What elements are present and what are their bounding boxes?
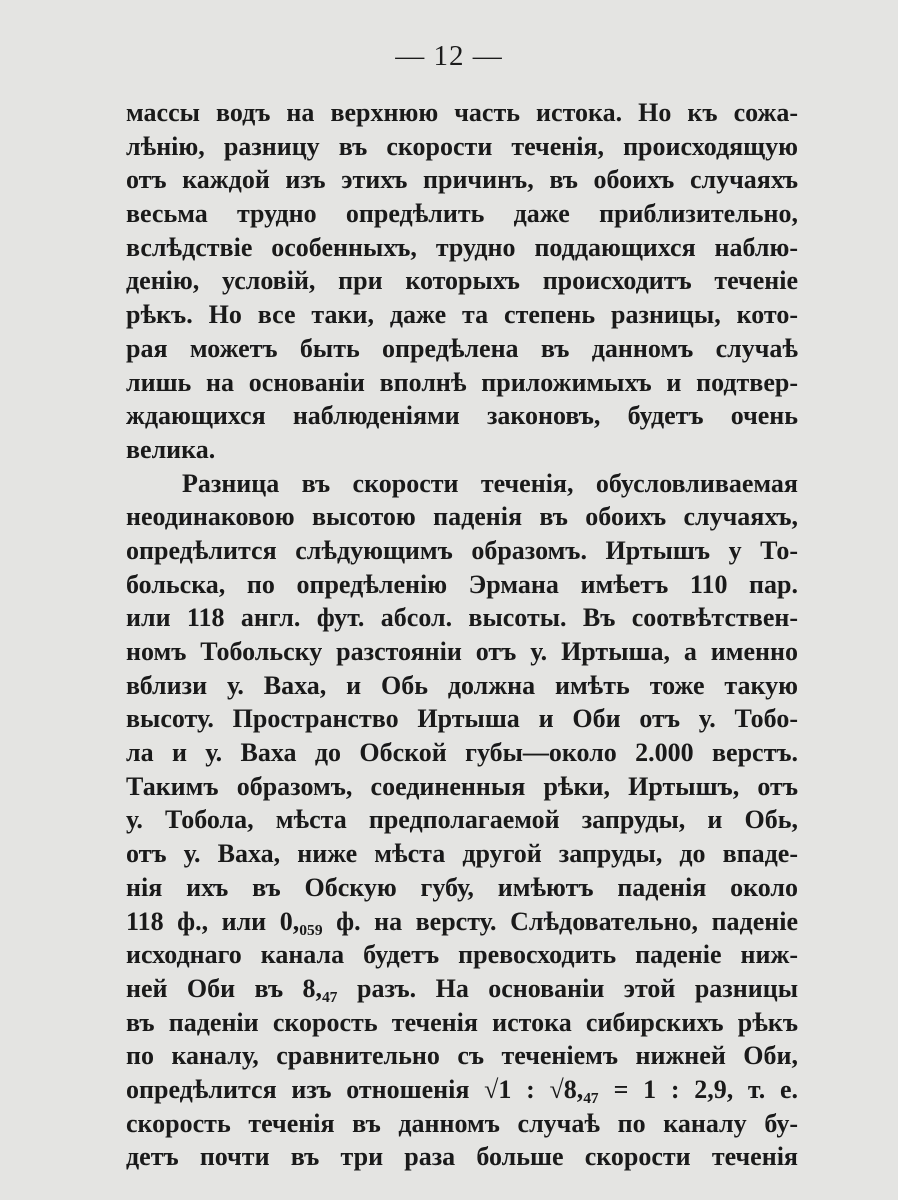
text-line: рая можетъ быть опредѣлена въ данномъ случаѣ [126, 333, 798, 363]
text-line: нія ихъ въ Обскую губу, имѣютъ паденія около [126, 872, 798, 902]
text-line: отъ у. Ваха, ниже мѣста другой запруды, до впаде- [126, 839, 798, 869]
text-line: Разница въ скорости теченія, обусловливаемая [182, 468, 798, 498]
text-line: высоту. Пространство Иртыша и Оби отъ у. Тобо- [126, 704, 798, 734]
text-line: ждающихся наблюденіями законовъ, будетъ очень [126, 401, 798, 431]
text-line: по каналу, сравнительно съ теченіемъ нижней Оби, [126, 1041, 798, 1071]
page-number: — 12 — [395, 40, 503, 72]
text-line: опредѣлится изъ отношенія √1 : √8,₄₇ = 1 : 2,9, т. е. [126, 1074, 798, 1104]
text-line: детъ почти въ три раза больше скорости теченія [126, 1142, 798, 1172]
text-line: велика. [126, 434, 216, 464]
text-line: рѣкъ. Но все таки, даже та степень разницы, кото- [126, 300, 798, 330]
text-line: ней Оби въ 8,₄₇ разъ. На основаніи этой разницы [126, 973, 798, 1003]
text-line: Такимъ образомъ, соединенныя рѣки, Иртышъ, отъ [126, 771, 798, 801]
text-line: ла и у. Ваха до Обской губы—около 2.000 верстъ. [126, 738, 798, 768]
text-line: лишь на основаніи вполнѣ приложимыхъ и подтвер- [126, 367, 798, 397]
text-line: или 118 англ. фут. абсол. высоты. Въ соотвѣтствен- [126, 603, 798, 633]
text-line: вблизи у. Ваха, и Обь должна имѣть тоже такую [126, 670, 798, 700]
text-line: денію, условій, при которыхъ происходитъ теченіе [126, 266, 798, 296]
text-line: весьма трудно опредѣлить даже приблизительно, [126, 199, 798, 229]
text-line: лѣнію, разницу въ скорости теченія, происходящую [126, 131, 798, 161]
text-line: неодинаковою высотою паденія въ обоихъ случаяхъ, [126, 502, 798, 532]
text-line: номъ Тобольску разстояніи отъ у. Иртыша, а именно [126, 637, 798, 666]
text-line: вслѣдствіе особенныхъ, трудно поддающихся наблю- [126, 232, 798, 262]
text-line: отъ каждой изъ этихъ причинъ, въ обоихъ случаяхъ [126, 165, 798, 195]
text-line: 118 ф., или 0,₀₅₉ ф. на версту. Слѣдовательно, паденіе [126, 906, 798, 936]
body-text [126, 96, 798, 1174]
text-line: въ паденіи скорость теченія истока сибирскихъ рѣкъ [126, 1007, 798, 1037]
text-line: скорость теченія въ данномъ случаѣ по каналу бу- [126, 1108, 798, 1138]
text-line: у. Тобола, мѣста предполагаемой запруды, и Обь, [126, 805, 798, 835]
text-line: опредѣлится слѣдующимъ образомъ. Иртышъ у То- [126, 535, 798, 565]
text-line: больска, по опредѣленію Эрмана имѣетъ 110 пар. [126, 569, 798, 599]
text-line: массы водъ на верхнюю часть истока. Но къ сожа- [126, 98, 798, 127]
text-line: исходнаго канала будетъ превосходить паденіе ниж- [126, 940, 798, 970]
